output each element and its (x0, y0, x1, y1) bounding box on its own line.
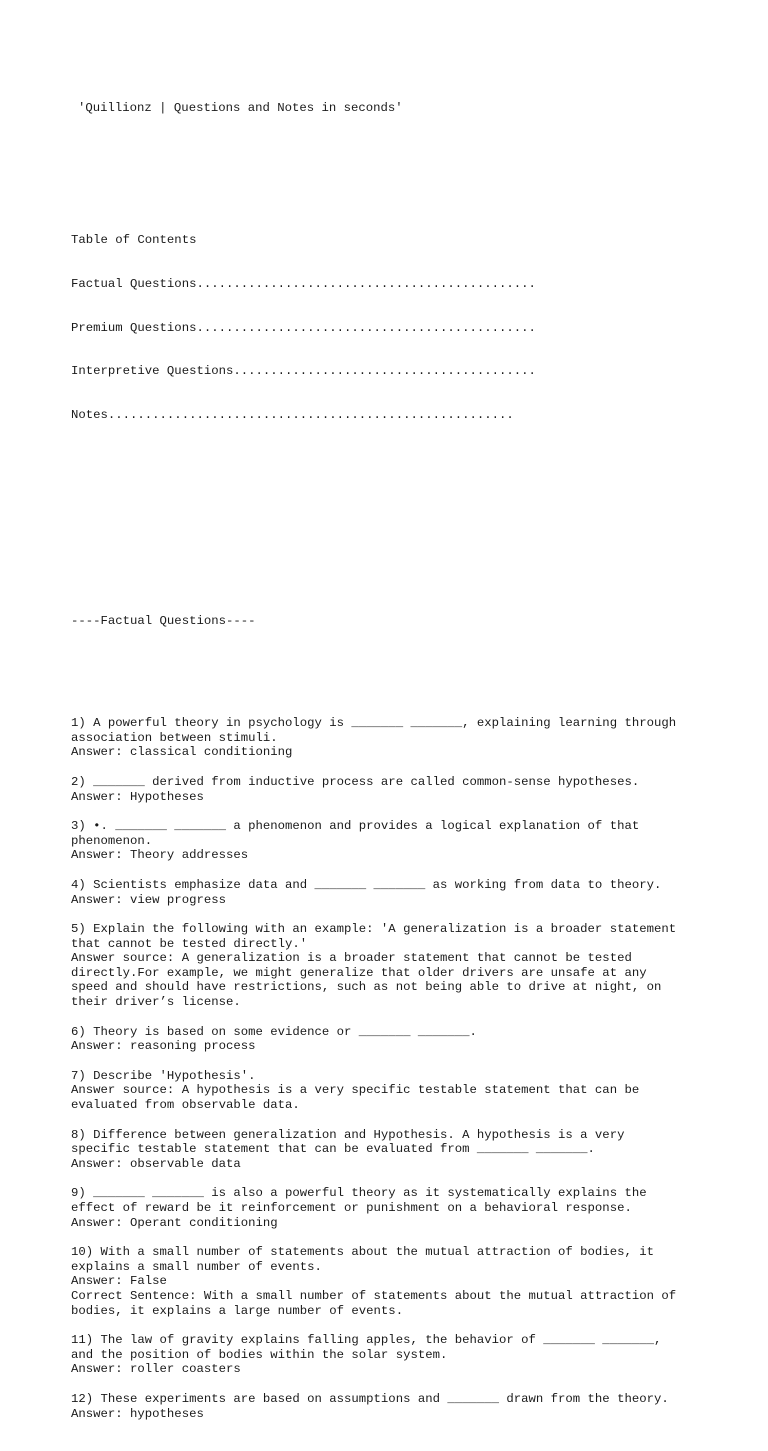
question-line: Answer: Operant conditioning (71, 1215, 278, 1230)
question-item (71, 819, 711, 863)
question-line: 5) Explain the following with an example: 'A generalization is a broader statement (71, 922, 677, 937)
question-line: 8) Difference between generalization and Hypothesis. A hypothesis is a very (71, 1127, 625, 1142)
question-line: 11) The law of gravity explains falling apples, the behavior of _______ _______, (71, 1333, 662, 1348)
question-line: explains a small number of events. (71, 1259, 322, 1274)
spacer (71, 496, 711, 526)
question-line: Answer: hypotheses (71, 1406, 204, 1421)
question-line: speed and should have restrictions, such as not being able to drive at night, on (71, 980, 662, 995)
question-line: specific testable statement that can be evaluated from _______ _______. (71, 1142, 595, 1157)
question-line: and the position of bodies within the solar system. (71, 1347, 448, 1362)
question-item (71, 1245, 711, 1318)
question-line: effect of reward be it reinforcement or punishment on a behavioral response. (71, 1201, 632, 1215)
question-line: 3) •. _______ _______ a phenomenon and provides a logical explanation of that (71, 819, 640, 834)
spacer (71, 657, 711, 672)
question-line: that cannot be tested directly.' (71, 936, 308, 951)
question-line: directly.For example, we might generalize that older drivers are unsafe at any (71, 965, 647, 980)
document-page (71, 72, 711, 1451)
question-item (71, 775, 711, 804)
toc-heading: Table of Contents (71, 232, 197, 247)
question-list (71, 716, 711, 1421)
question-item (71, 1186, 711, 1230)
question-line: 2) _______ derived from inductive process are called common-sense hypotheses. (71, 774, 640, 789)
spacer (71, 555, 711, 570)
question-item (71, 716, 711, 760)
question-line: Answer: False (71, 1274, 167, 1289)
toc-entry-factual-questions[interactable]: Factual Questions.............................................. (71, 276, 536, 291)
question-line: 1) A powerful theory in psychology is _______ _______, explaining learning through (71, 716, 677, 731)
question-line: 12) These experiments are based on assumptions and _______ drawn from the theory. (71, 1391, 669, 1406)
question-line: association between stimuli. (71, 730, 278, 745)
question-line: 10) With a small number of statements about the mutual attraction of bodies, it (71, 1245, 654, 1260)
question-item (71, 1025, 711, 1054)
question-line: phenomenon. (71, 833, 153, 848)
toc-entry-premium-questions[interactable]: Premium Questions.............................................. (71, 320, 536, 335)
question-item (71, 1392, 711, 1421)
document-title: 'Quillionz | Questions and Notes in seconds' (78, 101, 403, 116)
question-line: their driver’s license. (71, 995, 241, 1010)
question-line: Answer: observable data (71, 1156, 241, 1171)
question-line: Answer source: A generalization is a broader statement that cannot be tested (71, 951, 632, 966)
question-item (71, 922, 711, 1010)
question-line: 6) Theory is based on some evidence or _______ _______. (71, 1024, 477, 1039)
table-of-contents (71, 204, 711, 452)
question-line: Correct Sentence: With a small number of statements about the mutual attraction of (71, 1288, 677, 1303)
toc-entry-notes[interactable]: Notes....................................................... (71, 408, 514, 423)
question-line: Answer: roller coasters (71, 1362, 241, 1377)
question-line: Answer: view progress (71, 892, 226, 907)
spacer (71, 145, 711, 160)
question-line: 9) _______ _______ is also a powerful theory as it systematically explains the (71, 1186, 647, 1201)
toc-entry-interpretive-questions[interactable]: Interpretive Questions......................................... (71, 364, 536, 379)
question-item (71, 1333, 711, 1377)
question-line: bodies, it explains a large number of events. (71, 1303, 404, 1318)
question-line: Answer source: A hypothesis is a very specific testable statement that can be (71, 1083, 640, 1098)
question-line: Answer: Theory addresses (71, 848, 249, 863)
question-line: evaluated from observable data. (71, 1098, 300, 1113)
section-heading: ----Factual Questions---- (71, 613, 256, 628)
question-line: 7) Describe 'Hypothesis'. (71, 1068, 256, 1083)
question-line: 4) Scientists emphasize data and _______ _______ as working from data to theory. (71, 877, 662, 892)
question-item (71, 878, 711, 907)
question-line: Answer: Hypotheses (71, 789, 204, 804)
question-item (71, 1128, 711, 1172)
question-line: Answer: reasoning process (71, 1039, 256, 1054)
question-line: Answer: classical conditioning (71, 745, 293, 760)
question-item (71, 1069, 711, 1113)
